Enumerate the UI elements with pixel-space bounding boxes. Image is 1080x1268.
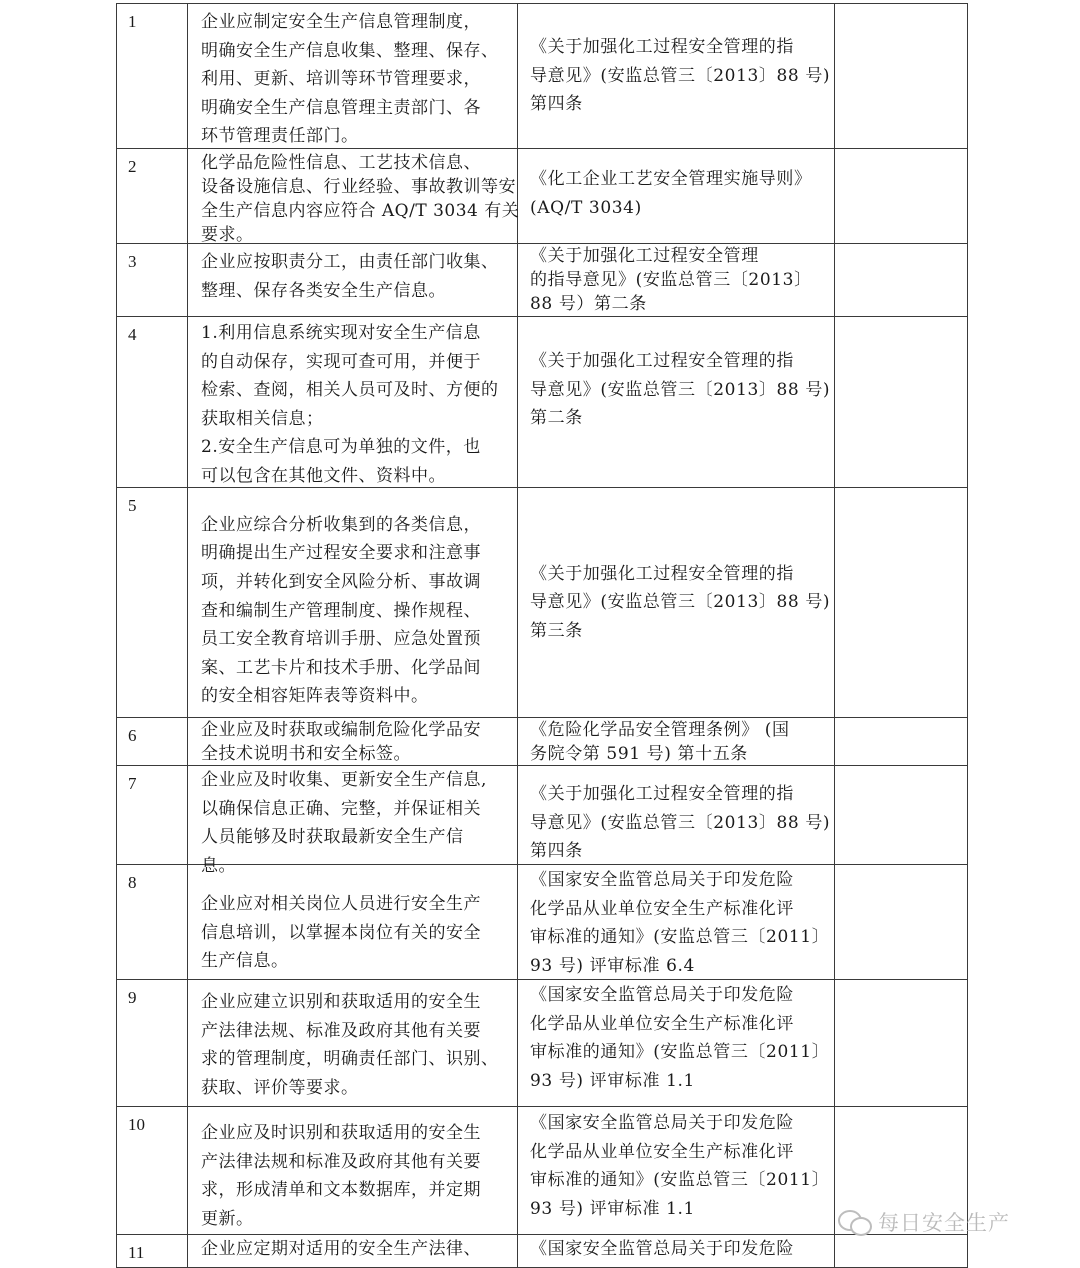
row-number: 8 (128, 873, 137, 892)
row-number-cell (117, 4, 188, 149)
row-number: 10 (128, 1115, 145, 1134)
empty-cell (835, 766, 968, 865)
requirement-text-line: 企业应建立识别和获取适用的安全生 (201, 992, 481, 1012)
requirement-cell (188, 488, 518, 718)
requirement-cell (188, 149, 518, 244)
empty-cell (835, 244, 968, 317)
row-number-cell (117, 865, 188, 980)
requirement-text-line: 明确安全生产信息管理主责部门、各 (201, 97, 481, 118)
requirement-text-line: 生产信息。 (201, 951, 289, 972)
requirement-text-line: 人员能够及时获取最新安全生产信 (201, 827, 464, 848)
row-number: 1 (128, 12, 137, 31)
empty-cell (835, 4, 968, 149)
basis-text (518, 980, 834, 1106)
row-number-cell (117, 980, 188, 1107)
requirement-text-line: 企业应制定安全生产信息管理制度， (201, 12, 481, 32)
basis-cell (518, 980, 835, 1107)
requirement-cell (188, 4, 518, 149)
row-number: 3 (128, 252, 137, 271)
table-row (117, 4, 968, 149)
requirement-text-line: 更新。 (201, 1208, 254, 1229)
basis-cell (518, 4, 835, 149)
basis-text-line: 《关于加强化工过程安全管理的指 (530, 784, 794, 804)
basis-text-line: 93 号) 评审标准 1.1 (530, 1198, 695, 1219)
requirement-text (188, 980, 517, 1106)
requirement-text-line: 以确保信息正确、完整，并保证相关 (201, 798, 481, 819)
basis-text (518, 244, 834, 316)
requirement-text-line: 全生产信息内容应符合 AQ/T 3034 有关 (201, 201, 520, 221)
basis-cell (518, 149, 835, 244)
requirement-text-line: 信息培训，以掌握本岗位有关的安全 (201, 922, 481, 943)
requirement-text-line: 获取、评价等要求。 (201, 1077, 359, 1098)
basis-text (518, 4, 834, 148)
watermark (838, 1207, 1010, 1237)
table-row (117, 718, 968, 766)
requirement-text-line: 获取相关信息； (201, 408, 324, 429)
row-number: 6 (128, 726, 137, 745)
basis-text-line: 的指导意见》(安监总管三〔2013〕 (530, 270, 812, 290)
table-row (117, 980, 968, 1107)
table-row (117, 149, 968, 244)
requirement-text-line: 案、工艺卡片和技术手册、化学品间 (201, 657, 481, 678)
requirement-text-line: 企业应对相关岗位人员进行安全生产 (201, 894, 481, 914)
basis-text (518, 766, 834, 864)
basis-text-line: 93 号) 评审标准 1.1 (530, 1070, 695, 1091)
basis-text-line: 《化工企业工艺安全管理实施导则》 (530, 169, 812, 189)
requirement-text-line: 化学品危险性信息、工艺技术信息、 (201, 153, 481, 173)
requirement-text-line: 2.安全生产信息可为单独的文件，也 (201, 437, 481, 458)
wechat-icon (838, 1209, 872, 1235)
requirement-text-line: 环节管理责任部门。 (201, 126, 359, 147)
row-number-cell (117, 1107, 188, 1235)
basis-text-line: 导意见》(安监总管三〔2013〕88 号) (530, 592, 831, 613)
basis-text-line: 《关于加强化工过程安全管理的指 (530, 563, 794, 584)
row-number-cell (117, 766, 188, 865)
row-number-cell (117, 1235, 188, 1268)
watermark-text: 每日安全生产 (878, 1211, 1010, 1235)
basis-text-line: 务院令第 591 号) 第十五条 (530, 744, 748, 764)
basis-text (518, 865, 834, 979)
table-row (117, 865, 968, 980)
basis-text-line: 化学品从业单位安全生产标准化评 (530, 898, 794, 919)
empty-cell (835, 317, 968, 488)
requirement-text-line: 整理、保存各类安全生产信息。 (201, 280, 446, 301)
requirement-text-line: 查和编制生产管理制度、操作规程、 (201, 600, 481, 621)
basis-cell (518, 1235, 835, 1268)
requirement-text-line: 1.利用信息系统实现对安全生产信息 (201, 323, 481, 343)
table-row (117, 244, 968, 317)
basis-text-line: 《危险化学品安全管理条例》 (国 (530, 720, 790, 740)
row-number-cell (117, 244, 188, 317)
basis-text-line: 93 号) 评审标准 6.4 (530, 955, 695, 976)
basis-cell (518, 244, 835, 317)
basis-text-line: 化学品从业单位安全生产标准化评 (530, 1013, 794, 1034)
basis-text-line: 第三条 (530, 620, 583, 641)
empty-cell (835, 718, 968, 766)
basis-text-line: 88 号）第二条 (530, 294, 647, 314)
row-number-cell (117, 718, 188, 766)
basis-text-line: 《关于加强化工过程安全管理的指 (530, 351, 794, 371)
basis-text-line: 《国家安全监管总局关于印发危险 (530, 1113, 794, 1133)
row-number: 2 (128, 157, 137, 176)
basis-cell (518, 865, 835, 980)
basis-cell (518, 317, 835, 488)
basis-text-line: 化学品从业单位安全生产标准化评 (530, 1141, 794, 1162)
requirement-text (188, 1235, 517, 1266)
table-row (117, 1235, 968, 1268)
basis-text (518, 718, 834, 765)
requirement-cell (188, 244, 518, 317)
empty-cell (835, 488, 968, 718)
requirement-text-line: 检索、查阅，相关人员可及时、方便的 (201, 380, 499, 401)
requirement-text-line: 明确安全生产信息收集、整理、保存、 (201, 40, 499, 61)
requirement-text (188, 865, 517, 979)
requirement-text-line: 产法律法规、标准及政府其他有关要 (201, 1020, 481, 1041)
requirement-text-line: 的安全相容矩阵表等资料中。 (201, 686, 429, 707)
requirement-text-line: 明确提出生产过程安全要求和注意事 (201, 543, 481, 564)
requirement-cell (188, 1107, 518, 1235)
requirement-text (188, 4, 517, 148)
basis-cell (518, 1107, 835, 1235)
requirement-text-line: 的自动保存，实现可查可用，并便于 (201, 351, 481, 372)
table-row (117, 766, 968, 865)
requirement-text-line: 息。 (201, 855, 236, 876)
requirement-text-line: 企业应按职责分工，由责任部门收集、 (201, 252, 499, 272)
basis-cell (518, 488, 835, 718)
requirement-cell (188, 980, 518, 1107)
requirement-text-line: 可以包含在其他文件、资料中。 (201, 465, 446, 486)
basis-text-line: 第二条 (530, 408, 583, 429)
basis-text (518, 1107, 834, 1234)
row-number-cell (117, 317, 188, 488)
requirement-text-line: 企业应定期对适用的安全生产法律、 (201, 1239, 481, 1259)
requirement-text (188, 244, 517, 316)
row-number: 5 (128, 496, 137, 515)
requirement-text-line: 全技术说明书和安全标签。 (201, 744, 411, 764)
basis-text-line: 导意见》(安监总管三〔2013〕88 号) (530, 379, 831, 400)
basis-text-line: (AQ/T 3034) (530, 197, 642, 218)
basis-text (518, 488, 834, 717)
basis-text-line: 审标准的通知》(安监总管三〔2011〕 (530, 927, 830, 948)
requirement-text (188, 1107, 517, 1234)
empty-cell (835, 980, 968, 1107)
requirement-text-line: 企业应及时识别和获取适用的安全生 (201, 1123, 481, 1143)
row-number: 7 (128, 774, 137, 793)
requirement-text-line: 求，形成清单和文本数据库，并定期 (201, 1180, 481, 1201)
requirement-text-line: 企业应及时获取或编制危险化学品安 (201, 720, 481, 740)
requirement-text-line: 求的管理制度，明确责任部门、识别、 (201, 1049, 499, 1070)
requirement-text-line: 企业应及时收集、更新安全生产信息, (201, 770, 487, 790)
requirement-text (188, 488, 517, 717)
requirement-cell (188, 865, 518, 980)
row-number: 9 (128, 988, 137, 1007)
basis-text-line: 《国家安全监管总局关于印发危险 (530, 870, 794, 890)
row-number: 11 (128, 1243, 145, 1262)
requirement-cell (188, 766, 518, 876)
requirement-text-line: 利用、更新、培训等环节管理要求， (201, 69, 481, 90)
row-number-cell (117, 488, 188, 718)
empty-cell (835, 865, 968, 980)
basis-text-line: 审标准的通知》(安监总管三〔2011〕 (530, 1042, 830, 1063)
safety-info-table (116, 3, 968, 1268)
requirement-text-line: 要求。 (201, 225, 254, 245)
requirement-cell (188, 718, 518, 766)
row-number: 4 (128, 325, 137, 344)
basis-text-line: 《关于加强化工过程安全管理的指 (530, 37, 794, 58)
basis-text (518, 149, 834, 243)
empty-cell (835, 1235, 968, 1268)
basis-text-line: 第四条 (530, 841, 583, 862)
table-row (117, 488, 968, 718)
requirement-text-line: 设备设施信息、行业经验、事故教训等安 (201, 177, 516, 197)
basis-text-line: 审标准的通知》(安监总管三〔2011〕 (530, 1170, 830, 1191)
basis-text-line: 《国家安全监管总局关于印发危险 (530, 985, 794, 1005)
row-number-cell (117, 149, 188, 244)
basis-text (518, 317, 834, 487)
basis-text-line: 《国家安全监管总局关于印发危险 (530, 1239, 794, 1259)
requirement-text-line: 员工安全教育培训手册、应急处置预 (201, 629, 481, 650)
basis-text (518, 1235, 834, 1266)
requirement-text-line: 项，并转化到安全风险分析、事故调 (201, 572, 481, 593)
empty-cell (835, 149, 968, 244)
requirement-text (188, 317, 517, 487)
basis-text-line: 导意见》(安监总管三〔2013〕88 号) (530, 65, 831, 86)
basis-cell (518, 718, 835, 766)
basis-text-line: 第四条 (530, 94, 583, 115)
requirement-cell (188, 1235, 518, 1268)
requirement-text-line: 产法律法规和标准及政府其他有关要 (201, 1151, 481, 1172)
basis-text-line: 导意见》(安监总管三〔2013〕88 号) (530, 812, 831, 833)
table-row (117, 317, 968, 488)
requirement-text-line: 企业应综合分析收集到的各类信息， (201, 514, 481, 535)
basis-text-line: 《关于加强化工过程安全管理 (530, 246, 759, 266)
requirement-text (188, 149, 520, 245)
requirement-text (188, 718, 517, 765)
basis-cell (518, 766, 835, 865)
requirement-cell (188, 317, 518, 488)
requirement-text (188, 766, 517, 876)
